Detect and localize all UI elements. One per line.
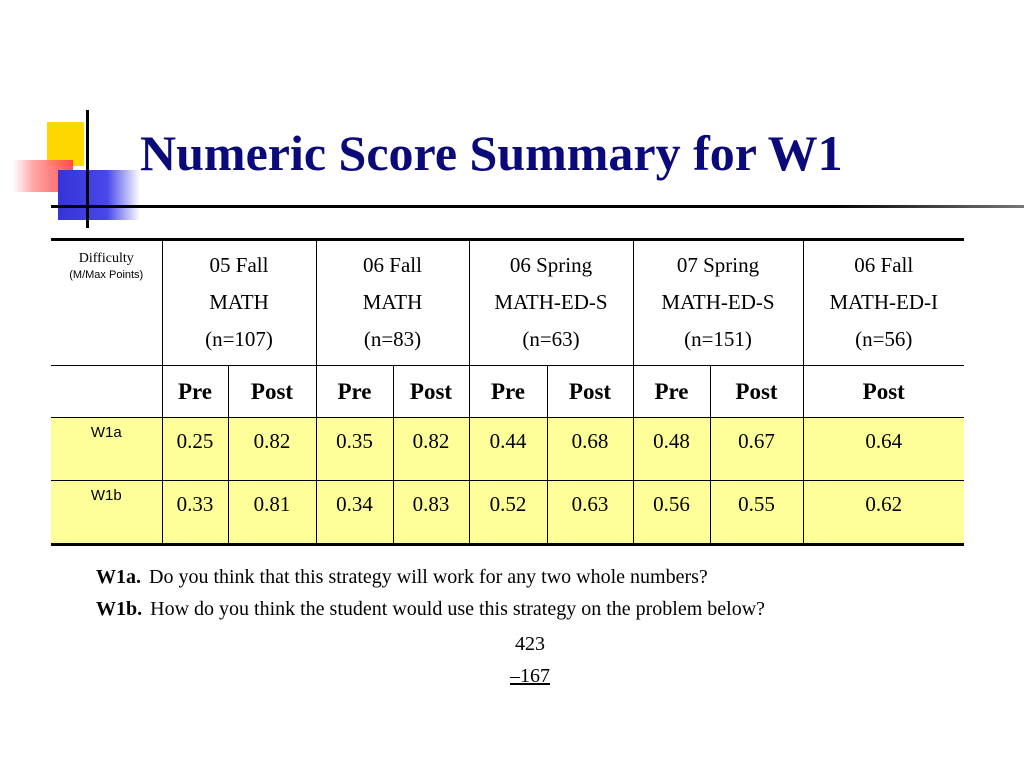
- table-cell: 0.44: [469, 418, 547, 481]
- subheader-cell: Post: [803, 366, 964, 418]
- subheader-cell: Pre: [162, 366, 228, 418]
- title-underline: [51, 205, 1024, 208]
- group-header: [633, 240, 803, 366]
- group-n: (n=63): [522, 327, 580, 351]
- group-n: (n=56): [855, 327, 913, 351]
- table-cell: 0.56: [633, 481, 710, 545]
- group-term: 07 Spring: [676, 253, 760, 277]
- difficulty-label: Difficulty: [78, 251, 134, 266]
- table-cell: 0.82: [228, 418, 316, 481]
- decor-blue-bar: [58, 170, 140, 220]
- group-n: (n=83): [363, 327, 422, 351]
- score-table: [51, 238, 964, 546]
- table-cell: 0.52: [469, 481, 547, 545]
- question-text: How do you think the student would use this strategy on the problem below?: [150, 598, 766, 620]
- decor-vertical-line: [86, 110, 89, 228]
- table-subheader-row: [51, 366, 964, 418]
- group-course: MATH-ED-S: [661, 290, 775, 314]
- group-n: (n=107): [205, 327, 273, 351]
- table-cell: 0.82: [393, 418, 469, 481]
- table-header-row: [51, 240, 964, 366]
- problem-minuend: 423: [515, 633, 545, 655]
- question-label: W1b.: [96, 598, 143, 620]
- table-cell: 0.64: [803, 418, 964, 481]
- table-cell: 0.33: [162, 481, 228, 545]
- empty-cell: [51, 366, 162, 418]
- group-term: 06 Fall: [363, 253, 422, 277]
- questions-block: [96, 566, 765, 630]
- subheader-cell: Post: [710, 366, 803, 418]
- question-label: W1a.: [96, 566, 141, 588]
- subheader-cell: Post: [547, 366, 633, 418]
- subheader-cell: Pre: [633, 366, 710, 418]
- difficulty-header: [51, 240, 162, 366]
- subheader-cell: Post: [228, 366, 316, 418]
- table-cell: 0.68: [547, 418, 633, 481]
- group-term: 06 Fall: [854, 253, 914, 277]
- table-cell: 0.62: [803, 481, 964, 545]
- question-w1a: [96, 566, 765, 589]
- group-course: MATH-ED-I: [829, 290, 938, 314]
- table-cell: 0.67: [710, 418, 803, 481]
- group-course: MATH: [209, 290, 269, 314]
- group-header: [469, 240, 633, 366]
- subheader-cell: Post: [393, 366, 469, 418]
- difficulty-sublabel: (M/Max Points): [69, 269, 144, 281]
- subheader-cell: Pre: [469, 366, 547, 418]
- group-header: [316, 240, 469, 366]
- question-text: Do you think that this strategy will work for any two whole numbers?: [149, 566, 708, 588]
- table-cell: 0.81: [228, 481, 316, 545]
- row-label: W1b: [51, 481, 162, 545]
- table-cell: 0.55: [710, 481, 803, 545]
- problem-subtrahend: –167: [510, 665, 550, 687]
- table-cell: 0.83: [393, 481, 469, 545]
- group-header: [162, 240, 316, 366]
- subheader-cell: Pre: [316, 366, 393, 418]
- table-cell: 0.35: [316, 418, 393, 481]
- table-cell: 0.63: [547, 481, 633, 545]
- question-w1b: [96, 598, 765, 621]
- group-header: [803, 240, 964, 366]
- table-row: [51, 418, 964, 481]
- slide-title: Numeric Score Summary for W1: [140, 125, 843, 181]
- table-cell: 0.25: [162, 418, 228, 481]
- group-term: 05 Fall: [209, 253, 269, 277]
- table-cell: 0.48: [633, 418, 710, 481]
- group-term: 06 Spring: [509, 253, 593, 277]
- group-course: MATH: [362, 290, 423, 314]
- group-n: (n=151): [684, 327, 752, 351]
- group-course: MATH-ED-S: [494, 290, 608, 314]
- row-label: W1a: [51, 418, 162, 481]
- table-row: [51, 481, 964, 545]
- table-cell: 0.34: [316, 481, 393, 545]
